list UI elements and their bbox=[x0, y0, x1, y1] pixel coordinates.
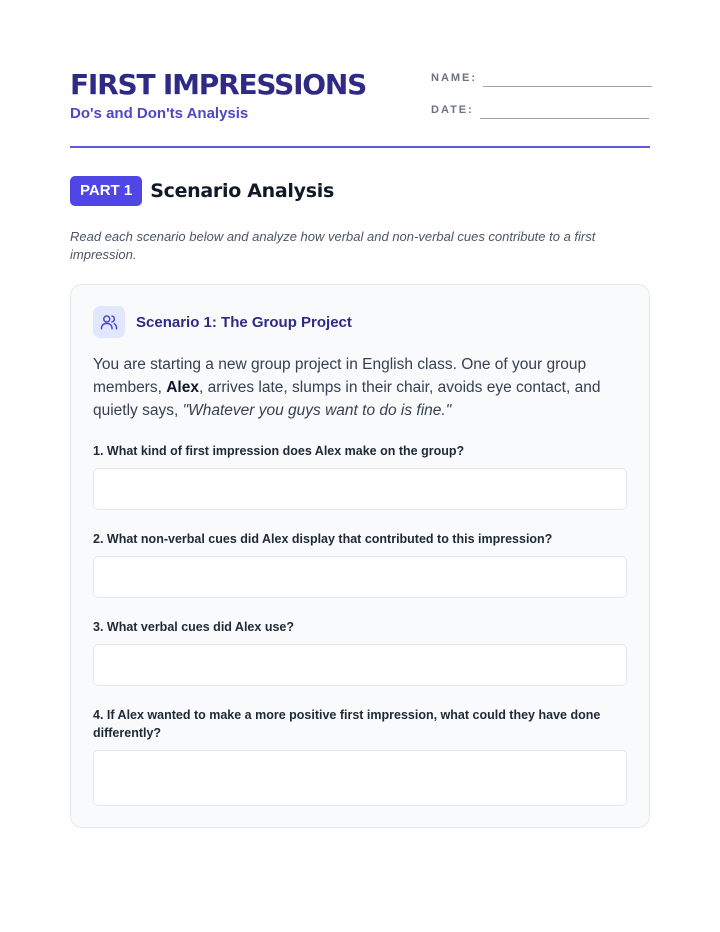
worksheet-title: FIRST IMPRESSIONS bbox=[70, 68, 367, 101]
date-input-line[interactable] bbox=[480, 102, 649, 119]
part-heading bbox=[70, 176, 334, 206]
users-icon bbox=[93, 306, 125, 338]
worksheet-header bbox=[70, 0, 650, 148]
question-4 bbox=[93, 706, 623, 806]
date-field bbox=[431, 102, 649, 118]
worksheet-subtitle: Do's and Don'ts Analysis bbox=[70, 105, 249, 122]
scenario-header bbox=[93, 306, 352, 338]
part-badge: PART 1 bbox=[70, 176, 142, 206]
part-title: Scenario Analysis bbox=[150, 180, 334, 202]
scenario-title: Scenario 1: The Group Project bbox=[136, 313, 352, 331]
scenario-quote: "Whatever you guys want to do is fine." bbox=[182, 402, 452, 419]
name-field bbox=[431, 70, 652, 86]
question-4-label: 4. If Alex wanted to make a more positive first impression, what could they have done differently? bbox=[93, 708, 601, 740]
scenario-description bbox=[93, 353, 613, 422]
question-1-answer-box[interactable] bbox=[93, 468, 627, 510]
name-input-line[interactable] bbox=[483, 70, 652, 87]
question-3-answer-box[interactable] bbox=[93, 644, 627, 686]
question-1 bbox=[93, 442, 623, 510]
question-1-label: 1. What kind of first impression does Alex make on the group? bbox=[93, 444, 465, 458]
scenario-text-after: , arrives late, slumps in their chair, avoids eye contact, and quietly says, bbox=[93, 379, 601, 419]
instructions-text: Read each scenario below and analyze how verbal and non-verbal cues contribute to a first impression. bbox=[70, 229, 596, 262]
scenario-highlight-name: Alex bbox=[166, 379, 199, 396]
name-label: NAME: bbox=[431, 72, 478, 84]
scenario-text-before: You are starting a new group project in English class. One of your group members, bbox=[93, 356, 587, 396]
date-label: DATE: bbox=[431, 104, 474, 116]
question-2-answer-box[interactable] bbox=[93, 556, 627, 598]
question-2 bbox=[93, 530, 623, 598]
scenario-card bbox=[70, 284, 650, 828]
question-3 bbox=[93, 618, 623, 686]
question-4-answer-box[interactable] bbox=[93, 750, 627, 806]
question-2-label: 2. What non-verbal cues did Alex display that contributed to this impression? bbox=[93, 532, 553, 546]
question-3-label: 3. What verbal cues did Alex use? bbox=[93, 620, 294, 634]
